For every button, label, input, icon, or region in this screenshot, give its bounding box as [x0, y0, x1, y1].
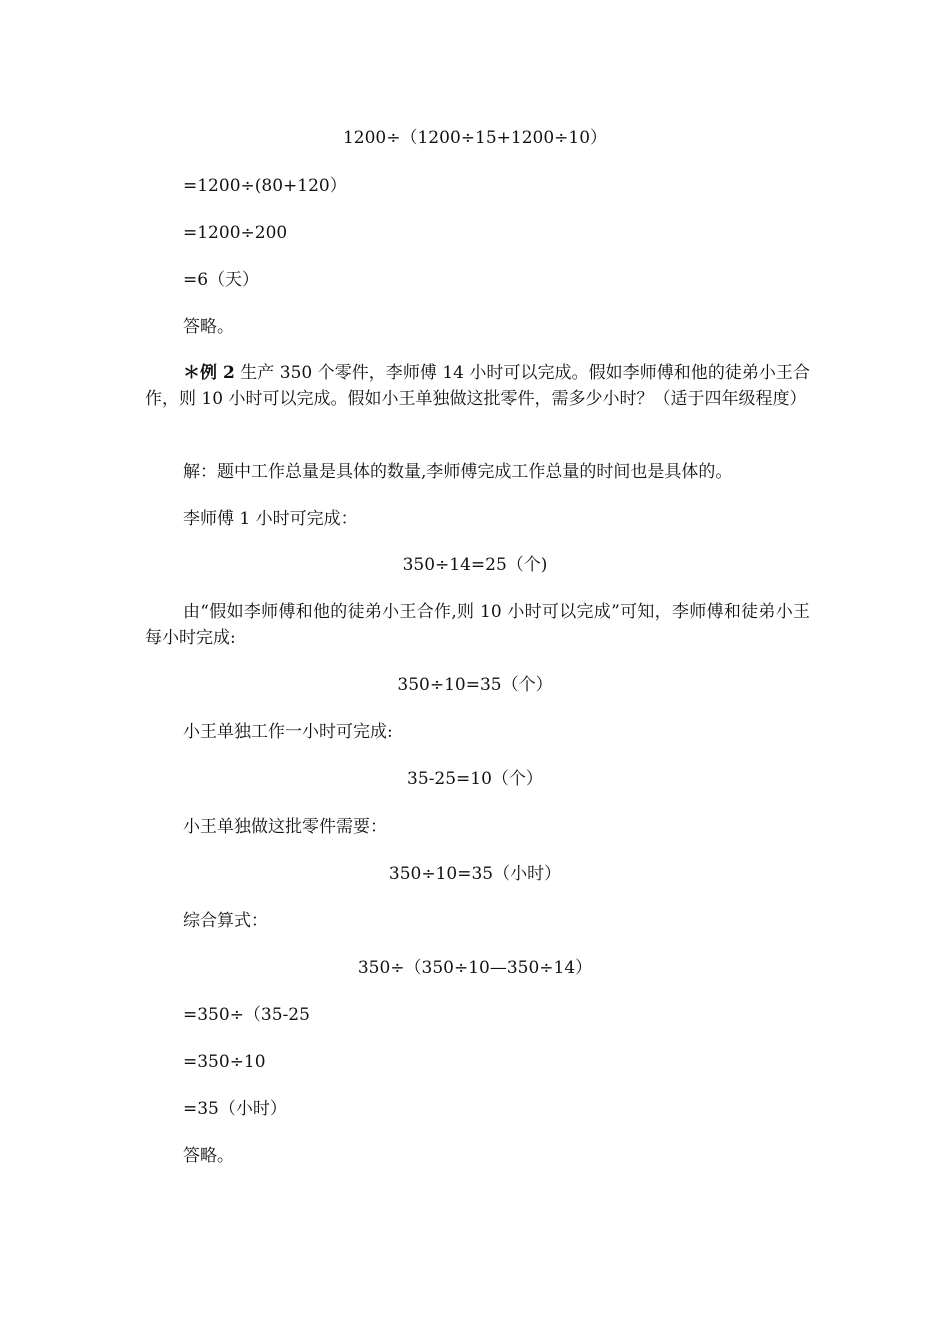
equation-line: 1200÷（1200÷15+1200÷10） — [342, 128, 608, 148]
example-text: 生产 350 个零件，李师傅 14 小时可以完成。假如李师傅和他的徒弟小王合作，则 10 小时可以完成。假如小王单独做这批零件，需多少小时？（适于四年级程度） — [145, 363, 810, 409]
equation-step: =1200÷(80+120） — [183, 176, 347, 196]
text-line: 小王单独工作一小时可完成: — [183, 722, 393, 742]
answer-line: 答略。 — [183, 1146, 234, 1166]
equation-step: =350÷（35-25 — [183, 1005, 310, 1025]
equation-result: =35（小时） — [183, 1099, 287, 1119]
equation-line: 350÷10=35（小时） — [388, 864, 562, 884]
answer-line: 答略。 — [183, 317, 234, 337]
equation-step: =1200÷200 — [183, 223, 288, 243]
text-line: 综合算式： — [183, 911, 268, 931]
equation-line: 350÷14=25（个) — [402, 555, 548, 575]
equation-line: 35-25=10（个） — [407, 769, 543, 789]
equation-line: 350÷10=35（个） — [397, 675, 553, 695]
equation-step: =350÷10 — [183, 1052, 266, 1072]
example-label: ＊例 2 — [183, 363, 235, 383]
equation-line: 350÷（350÷10—350÷14） — [357, 958, 593, 978]
text-paragraph: 由“假如李师傅和他的徒弟小王合作,则 10 小时可以完成”可知，李师傅和徒弟小王每小时完成: — [145, 602, 810, 648]
text-line: 李师傅 1 小时可完成： — [183, 509, 358, 529]
solution-intro: 解：题中工作总量是具体的数量,李师傅完成工作总量的时间也是具体的。 — [183, 462, 733, 482]
example-paragraph — [145, 360, 810, 412]
text-line: 小王单独做这批零件需要： — [183, 817, 387, 837]
equation-result: =6（天） — [183, 270, 260, 290]
